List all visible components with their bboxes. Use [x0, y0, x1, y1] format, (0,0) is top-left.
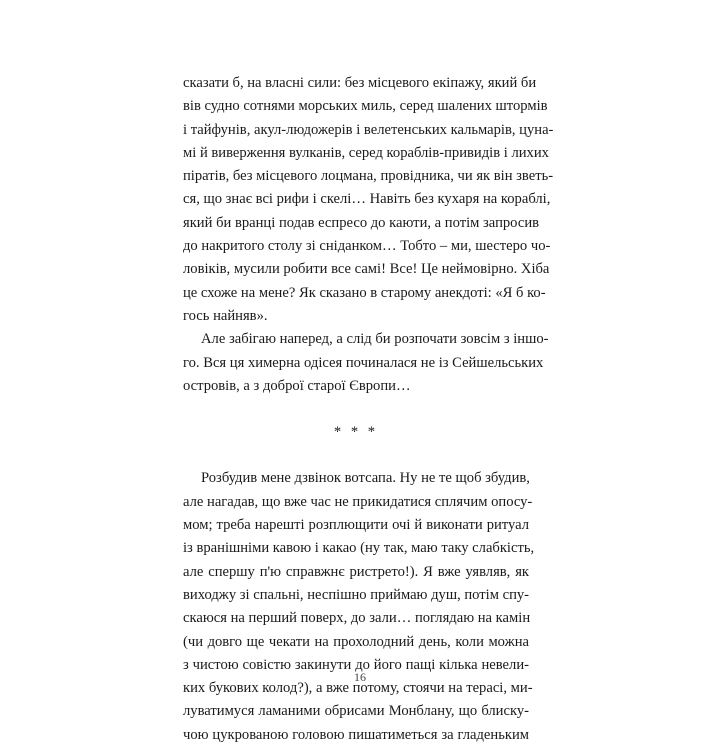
page-number: 16 — [354, 670, 366, 684]
text-line: і тайфунів, акул-людожерів і велетенських кальмарів, цуна- — [183, 121, 554, 138]
text-line: мі й виверження вулканів, серед кораблів-привидів і лихих — [183, 144, 549, 161]
text-line: островів, а з доброї старої Європи… — [183, 377, 411, 394]
text-line: з чистою совістю закинути до його пащі кілька невели- — [183, 656, 529, 673]
section-separator: * * * — [333, 424, 379, 441]
text-line: вів судно сотнями морських миль, серед шалених штормів — [183, 98, 548, 115]
text-line: ких букових колод?), а вже потому, стоячи на терасі, ми- — [183, 680, 533, 697]
text-line: мом; треба нарешті розплющити очі й виконати ритуал — [183, 517, 529, 534]
text-line: із вранішніми кавою і какао (ну так, маю таку слабкість, — [183, 540, 535, 557]
body-text — [183, 72, 554, 747]
text-line: але спершу п'ю справжнє ристрето!). Я вже уявляв, як — [183, 563, 529, 580]
text-line: який би вранці подав еспресо до каюти, а потім запросив — [183, 214, 540, 231]
text-line: Розбудив мене дзвінок вотсапа. Ну не те щоб збудив, — [201, 470, 530, 487]
text-line: Але забігаю наперед, а слід би розпочати зовсім з іншо- — [201, 331, 549, 348]
text-line: (чи довго ще чекати на прохолодний день, коли можна — [183, 633, 529, 650]
text-line: виходжу зі спальні, неспішно приймаю душ, потім спу- — [183, 586, 530, 603]
text-line: гось найняв». — [183, 307, 268, 324]
text-line: ловіків, мусили робити все самі! Все! Це неймовірно. Хіба — [183, 261, 550, 278]
text-line: скаюся на перший поверх, до зали… поглядаю на камін — [183, 610, 531, 627]
text-line: луватимуся ламаними обрисами Монблану, що блиску- — [183, 703, 529, 720]
paragraph-2 — [183, 328, 549, 398]
text-line: ся, що знає всі рифи і скелі… Навіть без кухаря на кораблі, — [183, 191, 551, 208]
text-line: го. Вся ця химерна одісея починалася не із Сейшельських — [183, 354, 544, 371]
text-line: до накритого столу зі сніданком… Тобто – ми, шестеро чо- — [183, 238, 551, 255]
text-line: це схоже на мене? Як сказано в старому анекдоті: «Я б ко- — [183, 284, 546, 301]
text-line: чою цукрованою головою пишатиметься за гладеньким — [183, 726, 529, 743]
text-line: піратів, без місцевого лоцмана, провідника, чи як він зветь- — [183, 168, 554, 185]
paragraph-3 — [183, 467, 535, 747]
text-line: сказати б, на власні сили: без місцевого екіпажу, який би — [183, 75, 537, 91]
paragraph-1 — [183, 72, 554, 328]
text-line: але нагадав, що вже час не прикидатися сплячим опосу- — [183, 493, 533, 510]
